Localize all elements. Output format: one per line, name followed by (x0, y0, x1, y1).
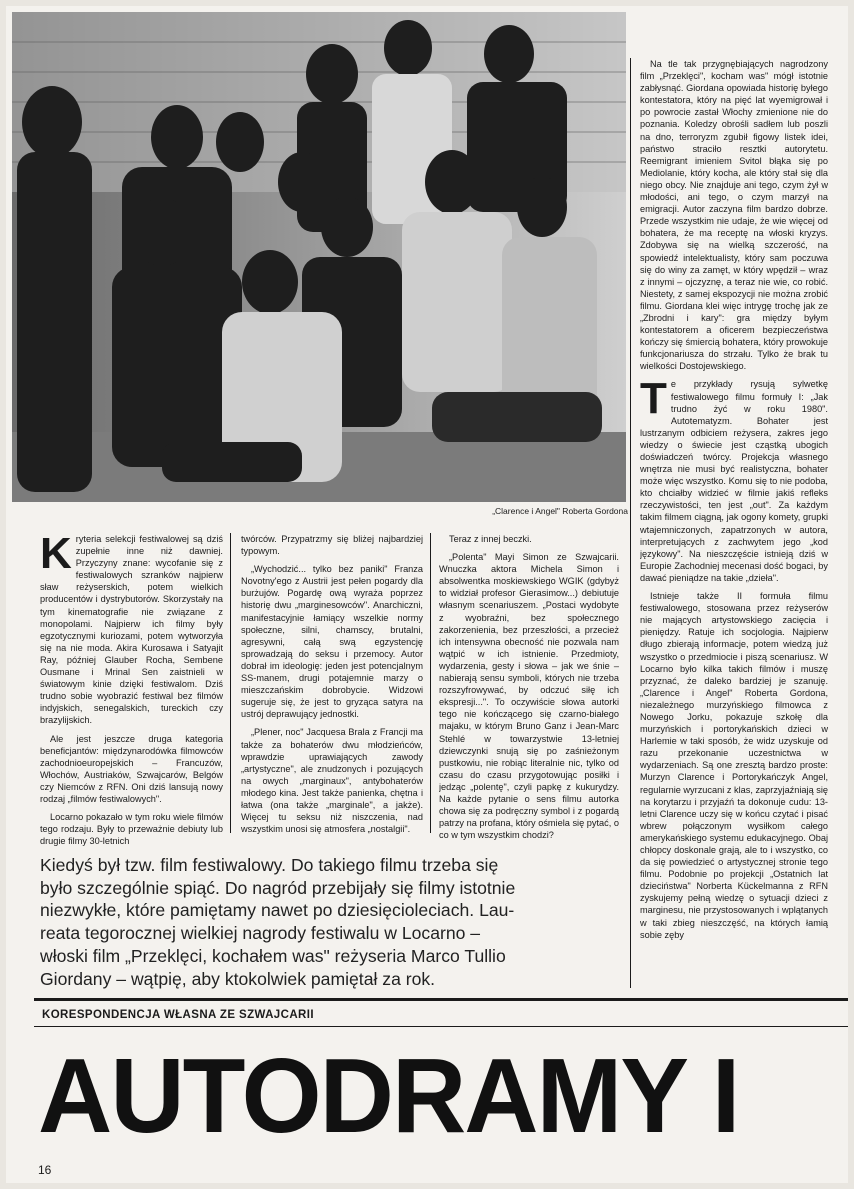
column-divider (230, 533, 231, 833)
correspondence-label: KORESPONDENCJA WŁASNA ZE SZWAJCARII (42, 1009, 314, 1021)
lead-line: Giordany – wątpię, aby ktokolwiek pamiętał za rok. (40, 968, 436, 989)
paragraph: Te przykłady rysują sylwetkę festiwalowego filmu formuły I: „Jak trudno żyć w roku 1980". Autotematyzm. Bohater jest lustrzanym odbiciem reżysera, zakres jego wiedzy o świecie jest cząstką ubogich doświadczeń twórcy. Projekcja własnego wnętrza nie musi być realistyczna, bohater może więc wszystko. Komu się to nie podoba, kto chciałby widzieć w filmie jakiś refleks rzeczywistości, ten jest „out". Za każdym takim filmem ciągną, jak ogony komety, grupki wtajemniczonych, zapatrzonych w autora, interpretujących z zachwytem jego „kod językowy". Na nieszczęście istnieją dziś w Europie Zachodniej mecenasi dość bogaci, by dawać pieniądze na takie „dzieła". (640, 374, 828, 583)
paragraph: „Plener, noc" Jacquesa Brala z Francji ma także za bohaterów dwu młodzieńców, wprawdzie uprawiających zawody „artystyczne", ale znudzonych i pozujących na owych „marginaux", antybohaterów młodego kina. Jest także panienka, chętna i łatwa (ona także „marginale", a jakże). Więcej tu seksu niż niszczenia, nad wszystkim unosi się atmosfera „nostalgii". (241, 727, 423, 835)
drop-cap: K (40, 533, 72, 578)
article-column-4 (640, 58, 828, 993)
article-column-2 (241, 533, 423, 853)
group-photo (12, 12, 626, 502)
section-rule (34, 1026, 848, 1027)
column-divider (630, 58, 631, 988)
article-column-1 (40, 533, 223, 853)
paragraph: Ale jest jeszcze druga kategoria beneficjantów: międzynarodówka filmowców zachodnioeuropejskich – Francuzów, Włochów, Austriaków, Szwajcarów, Belgów czy Niemców z RFN. Oni dziś lansują nowy rodzaj „filmów festiwalowych". (40, 733, 223, 804)
page-number: 16 (38, 1163, 52, 1177)
article-column-3 (439, 533, 619, 853)
paragraph: „Wychodzić... tylko bez paniki" Franza Novotny'ego z Austrii jest pełen pogardy dla burżujów. Pogardę ową wyraża poprzez historię dwu „marginesowców". Anarchiczni, manifestacyjnie łamiący wszelkie normy społeczne, silni, chamscy, brutalni, agresywni, całą swą egzystencję sprowadzają do seksu i przemocy. Autor dobrał im ideologię: jeden jest potencjalnym SS-manem, drugi potajemnie marzy o mieszczańskim dobrobycie. Widzowi sugeruje się, że jest to gryząca satyra na ustrój deprawujący jednostki. (241, 564, 423, 720)
group-photo-image (12, 12, 626, 502)
drop-cap: T (640, 374, 667, 424)
lead-paragraph (40, 854, 625, 990)
paragraph: Istnieje także II formuła filmu festiwalowego, stosowana przez reżyserów nie mających artystowskiego zacięcia i pieniędzy. Ratuje ich socjologia. Najpierw długo zbierają informacje, potem wiedzą już wszystko o przedmiocie i piszą scenariusz. W Locarno było kilka takich filmów i muszę przyznać, że daleko bardziej je szanuję. „Clarence i Angel" Roberta Gordona, niezależnego murzyńskiego filmowca z Nowego Jorku, pokazuje szkołę dla murzyńskich i portorykańskich dzieci w Harlemie w taki sposób, że widz uzyskuje od razu przekonanie uczestnictwa w wydarzeniach. Są one zresztą bardzo proste: Murzyn Clarence i Portorykańczyk Angel, regularnie wyrzucani z klas, zaprzyjaźniają się na korytarzu i przyjaźń ta dokonuje cudu: 13-letni Clarence uczy się w końcu czytać i pisać wbrew połączonym wysiłkom całego amerykańskiego systemu edukacyjnego. Obaj chłopcy doskonale grają, ale to i wszystko, co da się powiedzieć o artystycznej stronie tego filmu. Podobnie po projekcji „Ostatnich lat dzieciństwa" Norberta Kückelmanna z RFN zyskujemy pełną wiedzę o sytuacji dzieci z marginesu, nie przystosowanych i wplątanych w taki zbieg nieszczęść, na których łamią sobie zęby (640, 591, 828, 940)
paragraph: twórców. Przypatrzmy się bliżej najbardziej typowym. (241, 534, 423, 557)
lead-line: włoski film „Przeklęci, kochałem was" reżyseria Marco Tullio (40, 945, 506, 966)
magazine-page (6, 6, 848, 1183)
lead-line: reata tegorocznej wielkiej nagrody festiwalu w Locarno – (40, 923, 481, 944)
paragraph: Locarno pokazało w tym roku wiele filmów tego rodzaju. Były to przeważnie debiuty lub drugie filmy 30-letnich (40, 812, 223, 847)
section-rule (34, 998, 848, 1001)
photo-caption: „Clarence i Angel" Roberta Gordona (492, 506, 628, 516)
paragraph: Na tle tak przygnębiających nagrodzony film „Przeklęci", kocham was" mógł istotnie zabłysnąć. Giordana opowiada historię byłego kontestatora, który na pięć lat wyemigrował i po powrocie zastał Włochy zmienione nie do poznania. Koledzy obrośli sadłem lub poszli na dno, terroryzm zgubił figowy listek idei, państwo straciło resztki autorytetu. Reemigrant imieniem Svitol błąka się po Mediolanie, który kocha, ale który stał się dla niego obcy. Nie znajduje ani tego, czym żył w młodości, ani tego, o czym marzył na emigracji. Autor zaczyna film bardzo dobrze. Przede wszystkim nie udaje, że wie więcej od bohatera, że ma receptę na włoski kryzys. Zdobywa się na wielką szczerość, na spowiedź intelektualisty, który sam poczuwa się do winy za zamęt, w który wpędził – wraz z innymi – ojczyznę, a teraz nie wie, co robić. Niestety, z samej ekspozycji nie można zrobić filmu. Giordana klei więc intrygę trochę jak ze „Zbrodni i kary": gra między byłym kontestatorem a oficerem bezpieczeństwa kończy się śmiercią bohatera, który prowokuje funkcjonariusza do strzału. Tylko że brak tu wielkości Dostojewskiego. (640, 59, 828, 372)
paragraph: Kryteria selekcji festiwalowej są dziś zupełnie inne niż dawniej. Przyczyny znane: wycofanie się z festiwalowych szranków najpierw sław reżyserskich, potem wielkich producentów i dystrybutorów. Skorzystały na tym kinematografie nie związane z monopolami. Najpierw ich filmy były egzotycznymi kuriozami, potem wytworzyła się na nie moda. Akira Kurosawa i Satyajit Ray, później Glauber Rocha, Sembene Ousmane i Mrinal Sen zaistnieli w światowym kinie dzięki festiwalom. Dziś trudno sobie wyobrazić festiwal bez filmów indyjskich, senegalskich, tureckich czy brazylijskich. (40, 533, 223, 726)
lead-line: było szczególnie spiąć. Do nagród przebijały się filmy istotnie (40, 877, 516, 898)
paragraph: „Polenta" Mayi Simon ze Szwajcarii. Wnuczka aktora Michela Simon i absolwentka moskiewskiego WGIK (gdybyż to widział profesor Gierasimow...) debiutuje własnym scenariuszem. „Postaci wydobyte z wyobraźni, bez społecznego zakorzenienia, bez przeszłości, a przecież ich intensywna obecność nie pozwala nam wątpić w ich istnienie. Przedmioty, wydarzenia, gesty i słowa – jak we śnie – nabierają sensu symboli, których nie trzeba rozszyfrowywać, by odczuć siłę ich ekspresji...". To oczywiście słowa autorki tego nie kończącego się czarno-białego majaku, w którym Bruno Ganz i Jean-Marc Stehlé w towarzystwie 13-letniej dziewczynki snują się po zaśnieżonym pustkowiu, nie robiąc literalnie nic, tylko od czasu do czasu przygotowując posiłki i jedząc „polentę", czyli papkę z kukurydzy. Na każde pytanie o sens filmu autorka chowa się za podręczny symbol i z pogardą patrzy na profana, który ośmiela się pytać, o co w tym wszystkim chodzi? (439, 552, 619, 841)
headline: AUTODRAMY I (38, 1037, 739, 1155)
lead-line: niezwykłe, które pamiętamy nawet po dziesięcioleciach. Lau- (40, 900, 515, 921)
lead-line: Kiedyś był tzw. film festiwalowy. Do takiego filmu trzeba się (40, 855, 499, 875)
column-divider (430, 533, 431, 833)
paragraph: Teraz z innej beczki. (449, 534, 532, 544)
